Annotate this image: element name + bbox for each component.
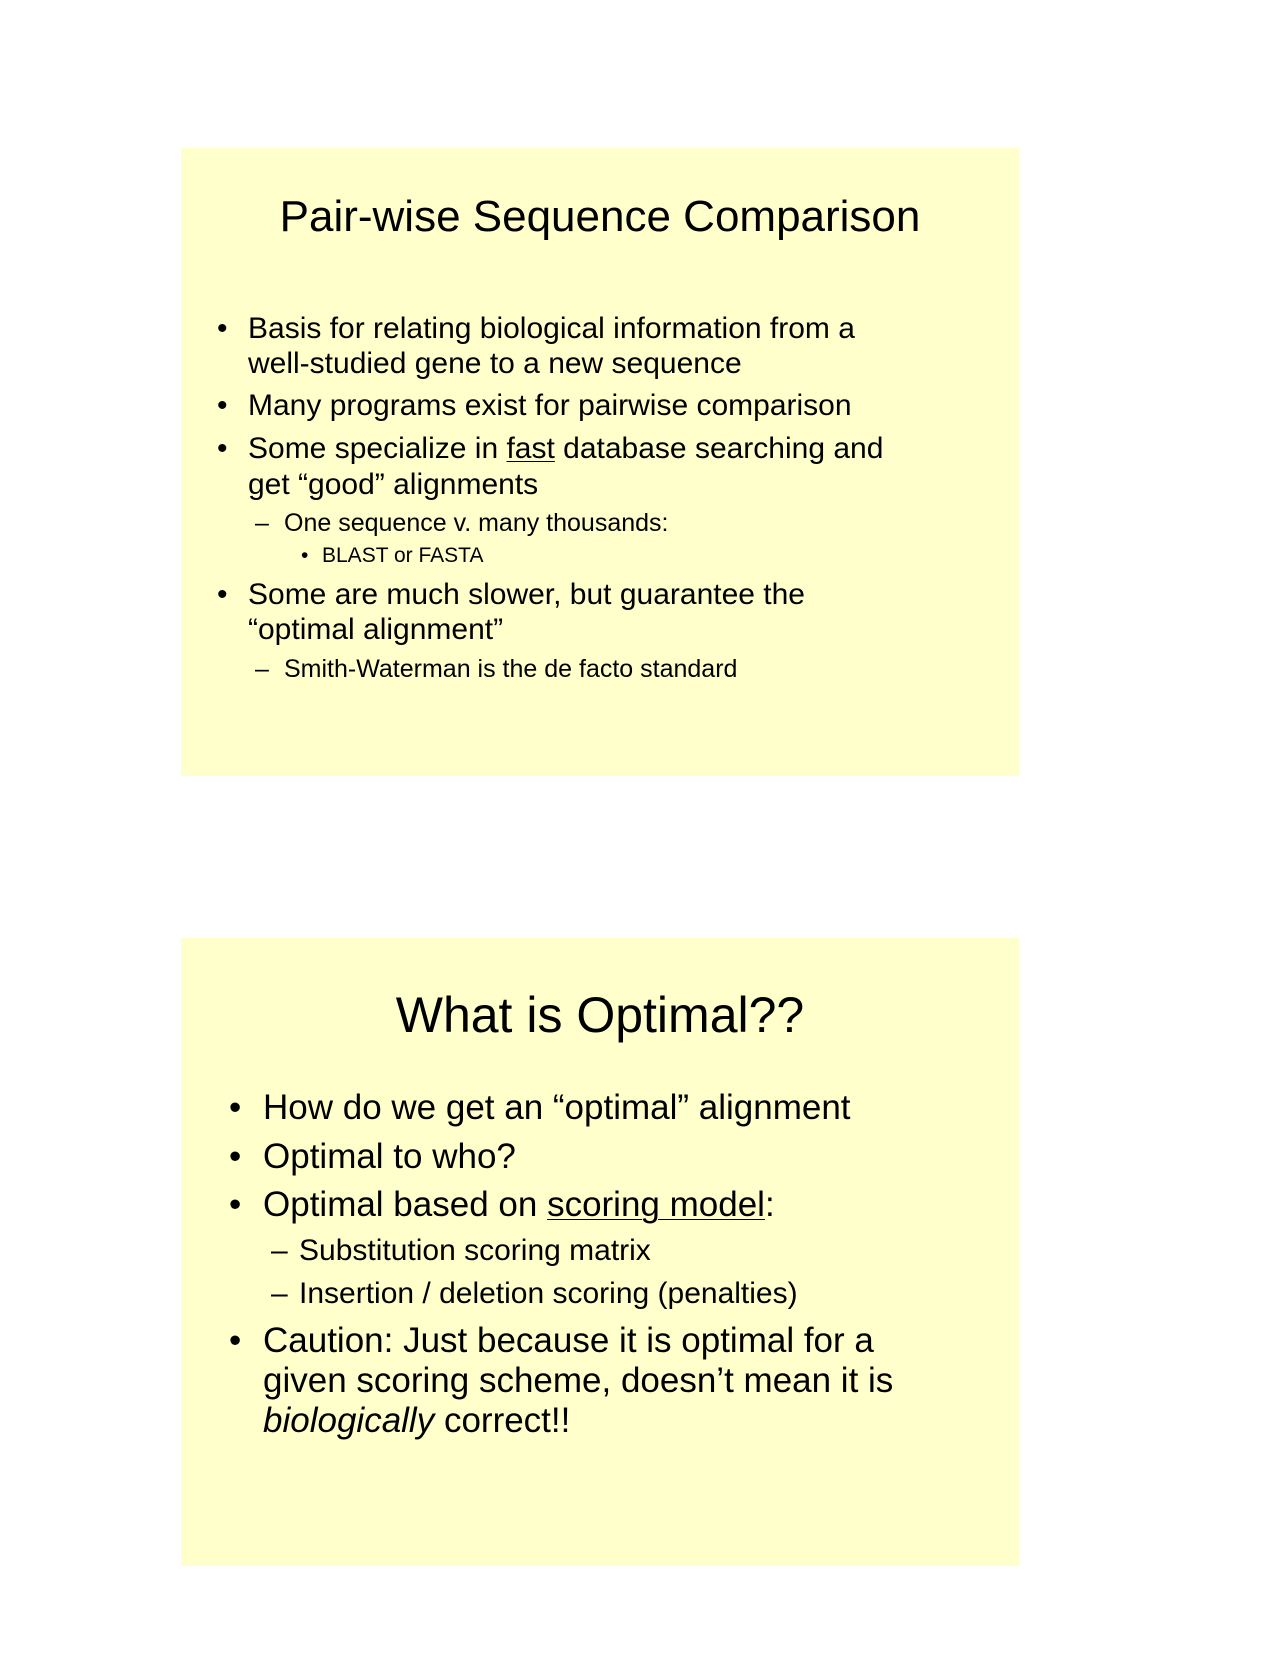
- bullet-marker: •: [229, 1185, 242, 1224]
- bullet-text-part: :: [764, 1185, 775, 1224]
- dash-marker: –: [271, 1234, 288, 1267]
- bullet-text-part: database searching and: [554, 432, 884, 465]
- bullet-text-continuation: well-studied gene to a new sequence: [248, 347, 742, 380]
- bullet-text: [248, 432, 883, 466]
- bullet-marker: •: [217, 432, 228, 465]
- bullet-text: Optimal to who?: [263, 1137, 516, 1176]
- bullet-text-continuation: [263, 1401, 570, 1441]
- bullet-marker: •: [217, 312, 228, 345]
- bullet-text-part: correct!!: [434, 1401, 571, 1440]
- bullet-text: [263, 1185, 775, 1225]
- underlined-phrase: scoring model: [547, 1185, 765, 1224]
- bullet-text-continuation: “optimal alignment”: [248, 613, 504, 646]
- bullet-text-part: Some specialize in: [248, 432, 507, 465]
- slide-pairwise-comparison: [181, 148, 1019, 776]
- bullet-text: Basis for relating biological information from a: [248, 312, 855, 345]
- bullet-text: How do we get an “optimal” alignment: [263, 1088, 851, 1127]
- bullet-text: Some are much slower, but guarantee the: [248, 578, 805, 611]
- sub-bullet-text: One sequence v. many thousands:: [284, 509, 669, 537]
- slide-title: Pair-wise Sequence Comparison: [279, 192, 921, 241]
- bullet-marker: •: [229, 1088, 242, 1127]
- underlined-word: fast: [506, 432, 555, 465]
- italic-word: biologically: [263, 1401, 435, 1440]
- sub-bullet-text: Insertion / deletion scoring (penalties): [299, 1277, 798, 1310]
- dash-marker: –: [255, 655, 269, 683]
- sub-bullet-text: Smith-Waterman is the de facto standard: [284, 655, 738, 683]
- bullet-marker: •: [301, 544, 309, 567]
- slide-title: What is Optimal??: [395, 987, 805, 1043]
- bullet-text: Caution: Just because it is optimal for a: [263, 1321, 874, 1360]
- bullet-marker: •: [217, 578, 228, 611]
- slide-what-is-optimal: [181, 938, 1019, 1566]
- bullet-text-part: Optimal based on: [263, 1185, 548, 1224]
- bullet-marker: •: [217, 389, 228, 422]
- bullet-text-continuation: given scoring scheme, doesn’t mean it is: [263, 1361, 894, 1400]
- bullet-marker: •: [229, 1137, 242, 1176]
- bullet-text: Many programs exist for pairwise comparison: [248, 389, 852, 422]
- bullet-marker: •: [229, 1321, 242, 1360]
- sub-sub-bullet-text: BLAST or FASTA: [322, 544, 484, 567]
- bullet-text-continuation: get “good” alignments: [248, 468, 539, 501]
- sub-bullet-text: Substitution scoring matrix: [299, 1234, 651, 1267]
- dash-marker: –: [255, 509, 269, 537]
- dash-marker: –: [271, 1277, 288, 1310]
